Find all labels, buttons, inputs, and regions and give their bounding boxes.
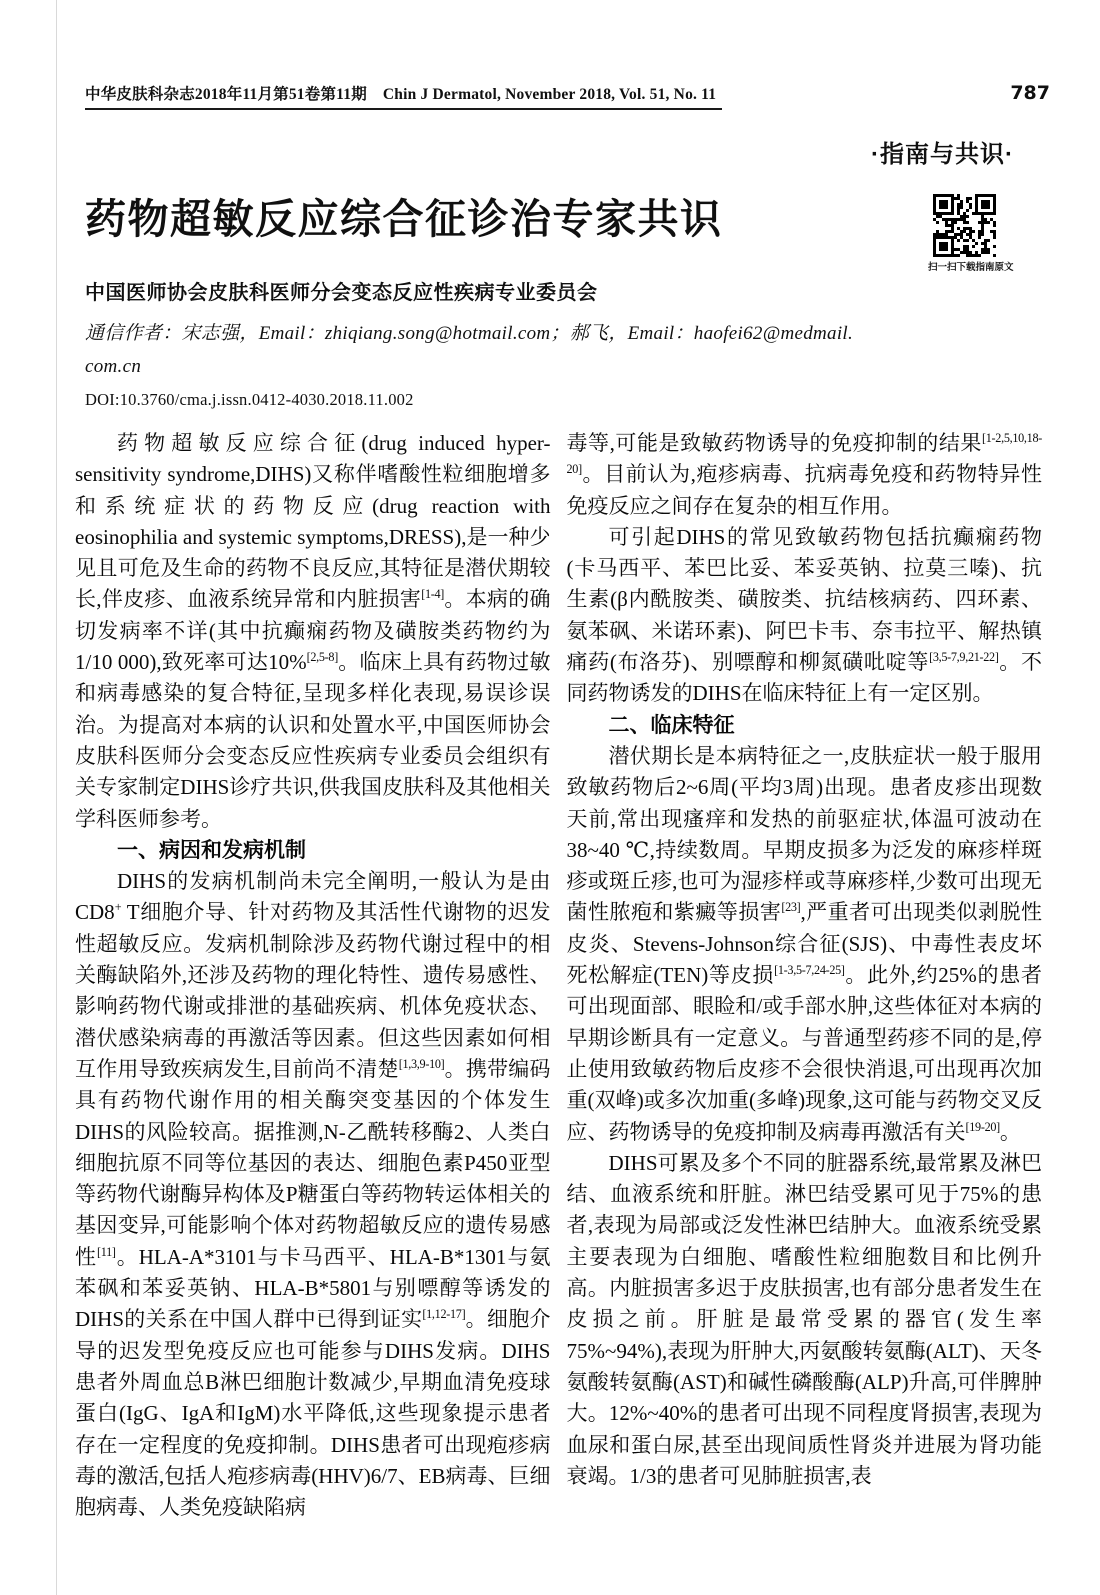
section-heading: 一、病因和发病机制 xyxy=(117,838,306,862)
paragraph: DIHS可累及多个不同的脏器系统,最常累及淋巴结、血液系统和肝脏。淋巴结受累可见于75%的患者,表现为局部或泛发性淋巴结肿大。血液系统受累主要表现为白细胞、嗜酸性粒细胞数目和比例升高。内脏损害多迟于皮肤损害,也有部分患者发生在皮损之前。肝脏是最常受累的器官(发生率75%~94%),表现为肝肿大,丙氨酸转氨酶(ALT)、天冬氨酸转氨酶(AST)和碱性磷酸酶(ALP)升高,可伴脾肿大。12%~40%的患者可出现不同程度肾损害,表现为血尿和蛋白尿,甚至出现间质性肾炎并进展为肾功能衰竭。1/3的患者可见肺脏损害,表 xyxy=(566,1150,1042,1488)
paragraph: 可引起DIHS的常见致敏药物包括抗癫痫药物(卡马西平、苯巴比妥、苯妥英钠、拉莫三嗪)、抗生素(β内酰胺类、磺胺类、抗结核病药、四环素、氨苯砜、米诺环素)、阿巴卡韦、奈韦拉平、解热镇痛药(布洛芬)、别嘌醇和柳氮磺吡啶等[3,5-7,9,21-22]。不同药物诱发的DIHS在临床特征上有一定区别。 xyxy=(566,524,1042,706)
correspondence-line-1: 通信作者：宋志强，Email：zhiqiang.song@hotmail.com；郝飞，Email：haofei62@medmail. xyxy=(85,323,854,344)
journal-citation-cn: 中华皮肤科杂志2018年11月第51卷第11期 xyxy=(85,86,367,103)
scan-edge-line xyxy=(56,0,57,1595)
page-number: 787 xyxy=(1010,82,1050,104)
article-title: 药物超敏反应综合征诊治专家共识 xyxy=(85,196,723,242)
section-heading: 二、临床特征 xyxy=(608,713,735,737)
section-label: ·指南与共识· xyxy=(871,141,1014,168)
right-column xyxy=(567,428,1043,1523)
left-column xyxy=(75,428,551,1523)
qr-caption: 扫一扫下载指南原文 xyxy=(928,262,1014,273)
page-header xyxy=(85,82,1052,110)
committee-name: 中国医师协会皮肤科医师分会变态反应性疾病专业委员会 xyxy=(85,282,598,304)
journal-citation xyxy=(85,82,722,110)
qr-code-icon xyxy=(928,194,1000,257)
doi-line: DOI:10.3760/cma.j.issn.0412-4030.2018.11.002 xyxy=(85,390,414,409)
qr-block xyxy=(928,194,1014,273)
paragraph: 毒等,可能是致敏药物诱导的免疫抑制的结果[1-2,5,10,18-20]。目前认为,疱疹病毒、抗病毒免疫和药物特异性免疫反应之间存在复杂的相互作用。 xyxy=(566,431,1042,518)
correspondence-line-2: com.cn xyxy=(85,356,142,377)
article-body xyxy=(75,428,1042,1523)
paragraph: 药物超敏反应综合征(drug induced hyper-sensitivity syndrome,DIHS)又称伴嗜酸性粒细胞增多和系统症状的药物反应(drug reaction with eosinophilia and systemic symptoms,DRESS),是一种少见且可危及生命的药物不良反应,其特征是潜伏期较长,伴皮疹、血液系统异常和内脏损害[1-4]。本病的确切发病率不详(其中抗癫痫药物及磺胺类药物约为1/10 000),致死率可达10%[2,5-8]。临床上具有药物过敏和病毒感染的复合特征,呈现多样化表现,易误诊误治。为提高对本病的认识和处置水平,中国医师协会皮肤科医师分会变态反应性疾病专业委员会组织有关专家制定DIHS诊疗共识,供我国皮肤科及其他相关学科医师参考。 xyxy=(75,431,551,831)
journal-citation-en: Chin J Dermatol, November 2018, Vol. 51, No. 11 xyxy=(382,86,717,103)
paragraph: DIHS的发病机制尚未完全阐明,一般认为是由CD8+ T细胞介导、针对药物及其活性代谢物的迟发性超敏反应。发病机制除涉及药物代谢过程中的相关酶缺陷外,还涉及药物的理化特性、遗传易感性、影响药物代谢或排泄的基础疾病、机体免疫状态、潜伏感染病毒的再激活等因素。但这些因素如何相互作用导致疾病发生,目前尚不清楚[1,3,9-10]。携带编码具有药物代谢作用的相关酶突变基因的个体发生DIHS的风险较高。据推测,N-乙酰转移酶2、人类白细胞抗原不同等位基因的表达、细胞色素P450亚型等药物代谢酶异构体及P糖蛋白等药物转运体相关的基因变异,可能影响个体对药物超敏反应的遗传易感性[11]。HLA-A*3101与卡马西平、HLA-B*1301与氨苯砜和苯妥英钠、HLA-B*5801与别嘌醇等诱发的DIHS的关系在中国人群中已得到证实[1,12-17]。细胞介导的迟发型免疫反应也可能参与DIHS发病。DIHS患者外周血总B淋巴细胞计数减少,早期血清免疫球蛋白(IgG、IgA和IgM)水平降低,这些现象提示患者存在一定程度的免疫抑制。DIHS患者可出现疱疹病毒的激活,包括人疱疹病毒(HHV)6/7、EB病毒、巨细胞病毒、人类免疫缺陷病 xyxy=(75,869,551,1520)
paragraph: 潜伏期长是本病特征之一,皮肤症状一般于服用致敏药物后2~6周(平均3周)出现。患者皮疹出现数天前,常出现瘙痒和发热的前驱症状,体温可波动在38~40 ℃,持续数周。早期皮损多为泛发的麻疹样斑疹或斑丘疹,也可为湿疹样或荨麻疹样,少数可出现无菌性脓疱和紫癜等损害[23],严重者可出现类似剥脱性皮炎、Stevens-Johnson综合征(SJS)、中毒性表皮坏死松解症(TEN)等皮损[1-3,5-7,24-25]。此外,约25%的患者可出现面部、眼睑和/或手部水肿,这些体征对本病的早期诊断具有一定意义。与普通型药疹不同的是,停止使用致敏药物后皮疹不会很快消退,可出现再次加重(双峰)或多次加重(多峰)现象,这可能与药物交叉反应、药物诱导的免疫抑制及病毒再激活有关[19-20]。 xyxy=(566,743,1043,1144)
author-block xyxy=(85,276,1015,410)
